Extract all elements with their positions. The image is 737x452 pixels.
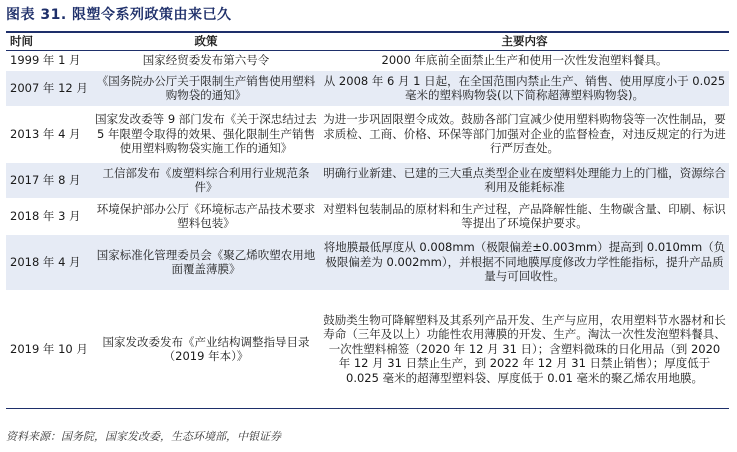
header-content: 主要内容	[320, 32, 729, 50]
row-time: 2013 年 4 月	[10, 126, 81, 141]
row-time: 2018 年 3 月	[10, 208, 81, 223]
row-time: 2007 年 12 月	[6, 70, 92, 106]
row-time: 2019 年 10 月	[10, 341, 88, 356]
table-row	[6, 70, 729, 106]
table-header-row	[6, 32, 729, 50]
row-content: 从 2008 年 6 月 1 日起，在全国范围内禁止生产、销售、使用厚度小于 0.025 毫米的塑料购物袋(以下简称超薄塑料购物袋)。	[320, 70, 729, 106]
row-policy: 国家经贸委发布第六号令	[142, 52, 270, 67]
row-policy: 国家发改委发布《产业结构调整指导目录（2019 年本）》	[102, 334, 310, 363]
table-row	[6, 106, 729, 162]
row-content: 将地膜最低厚度从 0.008mm（极限偏差±0.003mm）提高到 0.010mm（负极限偏差为 0.002mm），并根据不同地膜厚度修改力学性能指标，提升产品质量与可回收性。	[320, 234, 729, 290]
row-time: 1999 年 1 月	[10, 52, 81, 67]
row-policy: 国家发改委等 9 部门发布《关于深忠结过去 5 年限塑令取得的效果、强化限制生产销售使用塑料购物袋实施工作的通知》	[95, 112, 317, 156]
table-row	[6, 162, 729, 198]
row-policy: 工信部发布《废塑料综合利用行业规范条件》	[92, 162, 320, 198]
row-content: 为进一步巩固限塑令成效。鼓励各部门宣减少使用塑料购物袋等一次性制品，要求质检、工商、价格、环保等部门加强对企业的监督检查，对违反规定的行为进行严厉查处。	[323, 112, 726, 156]
row-policy: 国家标准化管理委员会《聚乙烯吹塑农用地面覆盖薄膜》	[92, 234, 320, 290]
row-content: 对塑料包装制品的原材料和生产过程，产品降解性能、生物碳含量、印刷、标识等提出了环境保护要求。	[323, 201, 726, 230]
source-note: 资料来源：国务院，国家发改委，生态环境部，中银证券	[6, 430, 281, 443]
row-content: 明确行业新建、已建的三大重点类型企业在废塑料处理能力上的门槛，资源综合利用及能耗标准	[320, 162, 729, 198]
table-row	[6, 290, 729, 408]
header-time: 时间	[6, 32, 92, 50]
row-policy: 环境保护部办公厅《环境标志产品技术要求塑料包装》	[96, 201, 316, 230]
table-row	[6, 50, 729, 70]
row-policy: 《国务院办公厅关于限制生产销售使用塑料购物袋的通知》	[92, 70, 320, 106]
header-policy: 政策	[92, 32, 320, 50]
figure-title: 图表 31. 限塑令系列政策由来已久	[6, 7, 232, 23]
row-content: 鼓励类生物可降解塑料及其系列产品开发、生产与应用，农用塑料节水器材和长寿命（三年及以上）功能性农用薄膜的开发、生产。淘汰一次性发泡塑料餐具、一次性塑料棉签（2020 年 12 月 31 日）；含塑料微珠的日化用品（到 2020 年 12 月 31 日禁止生产，到 2022 年 12 月 31 日禁止销售）；厚度低于 0.025 毫米的超薄型塑料袋、厚度低于 0.01 毫米的聚乙烯农用地膜。	[323, 312, 726, 385]
row-content: 2000 年底前全面禁止生产和使用一次性发泡塑料餐具。	[381, 52, 668, 67]
row-time: 2018 年 4 月	[6, 234, 92, 290]
table-row	[6, 234, 729, 290]
table-row	[6, 198, 729, 234]
row-time: 2017 年 8 月	[6, 162, 92, 198]
policy-table	[6, 31, 729, 409]
